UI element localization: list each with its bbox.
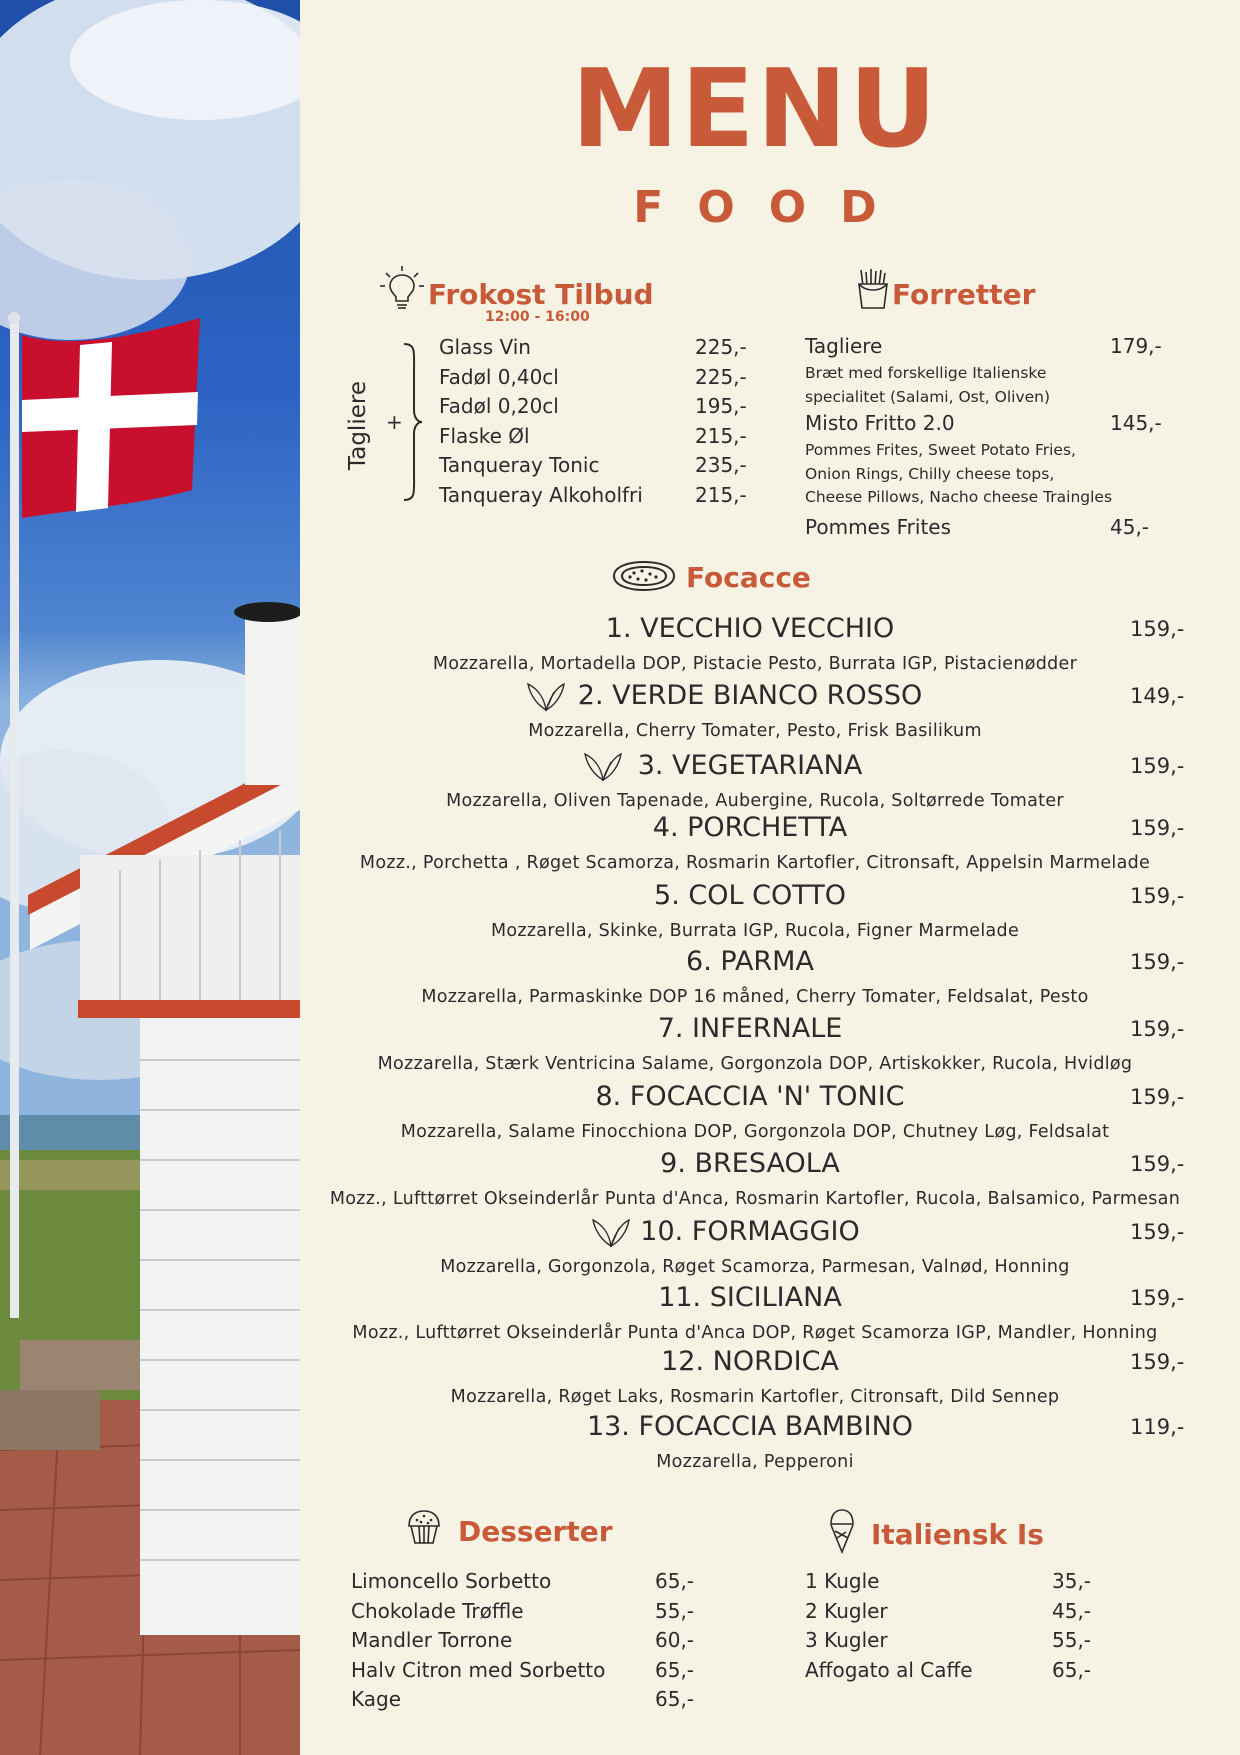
dessert-item-name: Halv Citron med Sorbetto: [351, 1657, 606, 1682]
is-item-name: 3 Kugler: [805, 1628, 888, 1652]
focaccia-desc: Mozzarella, Oliven Tapenade, Aubergine, Rucola, Soltørrede Tomater: [446, 791, 1064, 811]
frokost-item-name: Fadøl 0,20cl: [439, 394, 559, 419]
ice-cream-icon: [828, 1508, 856, 1558]
is-item-price: 65,-: [1052, 1657, 1092, 1682]
frokost-brace: [400, 342, 424, 506]
forretter-item-name: Tagliere: [805, 334, 883, 358]
focaccia-desc: Mozzarella, Mortadella DOP, Pistacie Pesto, Burrata IGP, Pistacienødder: [432, 654, 1078, 674]
is-item-name: 1 Kugle: [805, 1569, 880, 1593]
frokost-item-name: Tanqueray Tonic: [439, 453, 600, 478]
frokost-item-price: 215,-: [695, 483, 747, 507]
is-title: Italiensk Is: [871, 1518, 1044, 1551]
focaccia-price: 159,-: [1130, 884, 1185, 908]
menu-title: MENU: [571, 47, 939, 172]
is-item-price: 55,-: [1052, 1628, 1092, 1652]
frokost-time: 12:00 - 16:00: [485, 309, 590, 325]
focaccia-price: 149,-: [1130, 684, 1185, 708]
is-item-name: 2 Kugler: [805, 1598, 888, 1623]
forretter-item-desc: Bræt med forskellige Italienske: [805, 364, 1047, 382]
frokost-item-price: 225,-: [695, 364, 747, 389]
frokost-plus: +: [386, 410, 403, 434]
forretter-item-desc: Pommes Frites, Sweet Potato Fries,: [805, 441, 1076, 459]
focaccia-price: 159,-: [1130, 617, 1185, 641]
dessert-item-name: Kage: [351, 1687, 402, 1711]
desserter-title: Desserter: [458, 1515, 613, 1548]
frokost-side-label: Tagliere: [345, 381, 371, 470]
focaccia-name: 10. FORMAGGIO: [640, 1216, 860, 1247]
focaccia-desc: Mozz., Lufttørret Okseinderlår Punta d'Anca DOP, Røget Scamorza IGP, Mandler, Honning: [352, 1323, 1158, 1343]
frokost-title: Frokost Tilbud: [428, 278, 654, 311]
leaf-icon: [583, 752, 623, 786]
lightbulb-icon: [380, 265, 424, 315]
fries-icon: [856, 268, 890, 314]
forretter-item-desc: Cheese Pillows, Nacho cheese Traingles: [805, 488, 1113, 506]
focaccia-name: 1. VECCHIO VECCHIO: [605, 613, 895, 644]
forretter-item-name: Pommes Frites: [805, 515, 952, 539]
dessert-item-price: 65,-: [655, 1569, 695, 1593]
dessert-item-price: 65,-: [655, 1657, 695, 1682]
focaccia-desc: Mozz., Lufttørret Okseinderlår Punta d'Anca, Rosmarin Kartofler, Rucola, Balsamico, Parmesan: [329, 1189, 1181, 1209]
menu-content: [300, 0, 1240, 1755]
focaccia-desc: Mozzarella, Gorgonzola, Røget Scamorza, Parmesan, Valnød, Honning: [440, 1257, 1070, 1277]
focaccia-name: 4. PORCHETTA: [652, 812, 848, 843]
frokost-item-price: 195,-: [695, 394, 747, 419]
focaccia-desc: Mozzarella, Stærk Ventricina Salame, Gorgonzola DOP, Artiskokker, Rucola, Hvidløg: [377, 1054, 1133, 1074]
dessert-item-name: Chokolade Trøffle: [351, 1598, 524, 1623]
frokost-item-name: Tanqueray Alkoholfri: [439, 483, 643, 507]
focaccia-name: 8. FOCACCIA 'N' TONIC: [595, 1081, 905, 1112]
focaccia-price: 119,-: [1130, 1415, 1185, 1439]
forretter-item-price: 145,-: [1110, 411, 1162, 435]
pizza-board-icon: [610, 558, 678, 598]
dessert-item-price: 55,-: [655, 1598, 695, 1623]
frokost-item-name: Fadøl 0,40cl: [439, 364, 559, 389]
focaccia-price: 159,-: [1130, 1286, 1185, 1310]
leaf-icon: [591, 1218, 631, 1252]
focaccia-price: 159,-: [1130, 754, 1185, 778]
focaccia-desc: Mozzarella, Cherry Tomater, Pesto, Frisk Basilikum: [528, 721, 982, 741]
focaccia-price: 159,-: [1130, 1350, 1185, 1374]
focaccia-name: 5. COL COTTO: [654, 880, 846, 911]
focaccia-name: 13. FOCACCIA BAMBINO: [586, 1411, 914, 1442]
is-item-price: 45,-: [1052, 1598, 1092, 1623]
frokost-item-price: 215,-: [695, 423, 747, 448]
forretter-item-name: Misto Fritto 2.0: [805, 411, 955, 435]
focacce-title: Focacce: [686, 561, 811, 594]
frokost-item-price: 235,-: [695, 453, 747, 478]
dessert-item-name: Limoncello Sorbetto: [351, 1569, 552, 1593]
photo-danish-flag: [0, 0, 300, 1755]
focaccia-name: 6. PARMA: [686, 946, 814, 977]
menu-subtitle: FOOD: [633, 182, 911, 233]
forretter-item-desc: specialitet (Salami, Ost, Oliven): [805, 387, 1051, 406]
focaccia-price: 159,-: [1130, 1220, 1185, 1244]
focaccia-desc: Mozz., Porchetta , Røget Scamorza, Rosmarin Kartofler, Citronsaft, Appelsin Marmelade: [359, 853, 1151, 873]
focaccia-price: 159,-: [1130, 1085, 1185, 1109]
is-item-price: 35,-: [1052, 1569, 1092, 1593]
focaccia-name: 12. NORDICA: [661, 1346, 839, 1377]
focaccia-desc: Mozzarella, Pepperoni: [656, 1452, 854, 1472]
leaf-icon: [526, 682, 566, 716]
dessert-item-name: Mandler Torrone: [351, 1628, 513, 1652]
focaccia-name: 9. BRESAOLA: [660, 1148, 840, 1179]
is-item-name: Affogato al Caffe: [805, 1657, 973, 1682]
focaccia-desc: Mozzarella, Røget Laks, Rosmarin Kartofler, Citronsaft, Dild Sennep: [450, 1387, 1060, 1407]
frokost-item-name: Flaske Øl: [439, 423, 530, 448]
forretter-title: Forretter: [892, 278, 1036, 311]
focaccia-desc: Mozzarella, Parmaskinke DOP 16 måned, Cherry Tomater, Feldsalat, Pesto: [421, 987, 1089, 1007]
dessert-item-price: 60,-: [655, 1628, 695, 1652]
focaccia-name: 11. SICILIANA: [658, 1282, 842, 1313]
frokost-item-name: Glass Vin: [439, 335, 531, 359]
dessert-item-price: 65,-: [655, 1687, 695, 1711]
muffin-icon: [405, 1508, 443, 1550]
focaccia-name: 3. VEGETARIANA: [637, 750, 863, 781]
focaccia-desc: Mozzarella, Skinke, Burrata IGP, Rucola, Figner Marmelade: [490, 921, 1020, 941]
focaccia-price: 159,-: [1130, 816, 1185, 840]
focaccia-price: 159,-: [1130, 1152, 1185, 1176]
focaccia-name: 2. VERDE BIANCO ROSSO: [577, 680, 923, 711]
forretter-item-desc: Onion Rings, Chilly cheese tops,: [805, 464, 1055, 483]
focaccia-desc: Mozzarella, Salame Finocchiona DOP, Gorgonzola DOP, Chutney Løg, Feldsalat: [400, 1122, 1110, 1142]
focaccia-price: 159,-: [1130, 950, 1185, 974]
focaccia-name: 7. INFERNALE: [657, 1013, 843, 1044]
focaccia-price: 159,-: [1130, 1017, 1185, 1041]
forretter-item-price: 45,-: [1110, 515, 1150, 539]
frokost-item-price: 225,-: [695, 335, 747, 359]
forretter-item-price: 179,-: [1110, 334, 1162, 358]
